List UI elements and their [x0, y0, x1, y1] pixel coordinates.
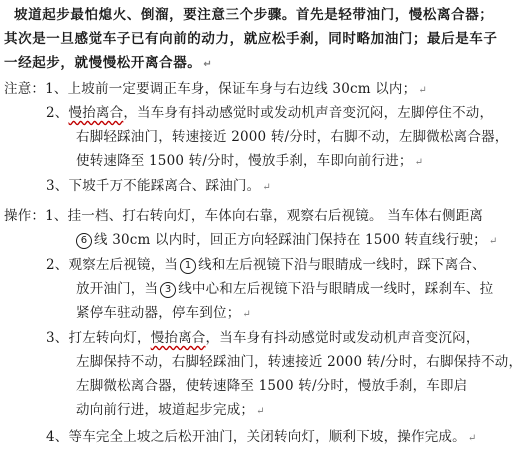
intro-text-2: 其次是一旦感觉车子已有向前的动力，就应松手刹，同时略加油门；最后是车子: [4, 31, 498, 47]
note-1-text: 上坡前一定要调正车身，保证车身与右边线 30cm 以内；: [67, 81, 417, 97]
note-2-text-3: 使转速降至 1500 转/分时，慢放手刹，车即向前行进；: [76, 153, 413, 169]
note-2-line-3: [76, 152, 423, 172]
op-4-number: 4、: [46, 429, 69, 445]
note-2-line-1: [46, 104, 493, 122]
op-3-emphasis: 慢抬离合: [150, 330, 206, 346]
circled-number-3: 3: [160, 282, 176, 298]
notes-label: 注意：: [4, 81, 46, 97]
paragraph-mark: ↵: [418, 85, 427, 96]
paragraph-mark: ↵: [488, 236, 498, 247]
paragraph-mark: ↵: [467, 433, 477, 444]
op-3-line-2: [76, 353, 522, 371]
op-3-text-2: 左脚保持不动，右脚轻踩油门，转速接近 2000 转/分时，右脚保持不动，: [76, 354, 523, 370]
intro-line-1: [14, 6, 493, 24]
circled-number-6: 6: [76, 233, 92, 249]
intro-text-3: 一经起步，就慢慢松开离合器。: [4, 55, 202, 71]
note-2-line-2: [76, 128, 509, 146]
paragraph-mark: ↵: [262, 182, 271, 193]
op-3-line-4: [76, 401, 265, 421]
note-3-line: [46, 177, 271, 197]
note-1-number: 1、: [45, 81, 68, 97]
op-2-text-1a: 观察左后视镜，当: [68, 257, 179, 273]
op-1-number: 1、: [45, 208, 68, 224]
note-3-text: 下坡千万不能踩离合、踩油门。: [68, 178, 261, 194]
operation-label: 操作：: [4, 208, 46, 224]
paragraph-mark: ↵: [256, 406, 265, 417]
op-2-line-1: [46, 256, 486, 274]
op-1-line-2: [74, 231, 497, 251]
paragraph-mark: ↵: [414, 157, 424, 168]
op-2-number: 2、: [46, 257, 69, 273]
op-3-text-1b: ，当车身有抖动感觉时或发动机声音变沉闷，: [205, 330, 480, 346]
note-1-line: [4, 80, 427, 100]
note-2-number: 2、: [46, 105, 69, 121]
note-3-number: 3、: [46, 178, 69, 194]
op-3-line-1: [46, 329, 480, 347]
paragraph-mark: ↵: [242, 309, 251, 320]
op-2-text-1b: 线和左后视镜下沿与眼睛成一线时，踩下离合、: [198, 257, 486, 273]
circled-number-1: 1: [180, 258, 196, 274]
intro-text-1: 坡道起步最怕熄火、倒溜，要注意三个步骤。首先是轻带油门，慢松离合器；: [14, 7, 494, 23]
note-2-text-2: 右脚轻踩油门，转速接近 2000 转/分时，右脚不动，左脚微松离合器，: [76, 129, 509, 145]
op-3-number: 3、: [46, 330, 69, 346]
op-2-text-2a: 放开油门，当: [76, 281, 159, 297]
op-2-text-2b: 线中心和左后视镜下沿与眼睛成一线时，踩刹车、拉: [178, 281, 494, 297]
op-2-line-2: [76, 280, 493, 298]
note-2-emphasis: 慢抬离合: [68, 105, 124, 121]
op-1-text-1: 挂一档、打右转向灯，车体向右靠，观察右后视镜。 当车体右侧距离: [67, 208, 484, 224]
op-1-line-1: [4, 207, 483, 225]
paragraph-mark: ↵: [203, 59, 213, 70]
op-2-line-3: [76, 304, 251, 324]
op-4-text: 等车完全上坡之后松开油门，关闭转向灯，顺利下坡，操作完成。: [68, 429, 466, 445]
intro-line-2: [4, 30, 498, 48]
op-3-text-4: 动向前行进，坡道起步完成；: [76, 402, 255, 418]
op-3-text-3: 左脚微松离合器，使转速降至 1500 转/分时，慢放手刹，车即启: [76, 378, 468, 394]
op-2-text-3: 紧停车驻动器，停车到位；: [76, 305, 241, 321]
intro-line-3: [4, 54, 212, 74]
note-2-text-1: ，当车身有抖动感觉时或发动机声音变沉闷，左脚停住不动，: [123, 105, 494, 121]
op-1-text-2: 线 30cm 以内时，回正方向轻踩油门保持在 1500 转直线行驶；: [94, 232, 487, 248]
op-4-line: [46, 428, 476, 448]
op-3-text-1a: 打左转向灯，: [68, 330, 151, 346]
op-3-line-3: [76, 377, 467, 395]
